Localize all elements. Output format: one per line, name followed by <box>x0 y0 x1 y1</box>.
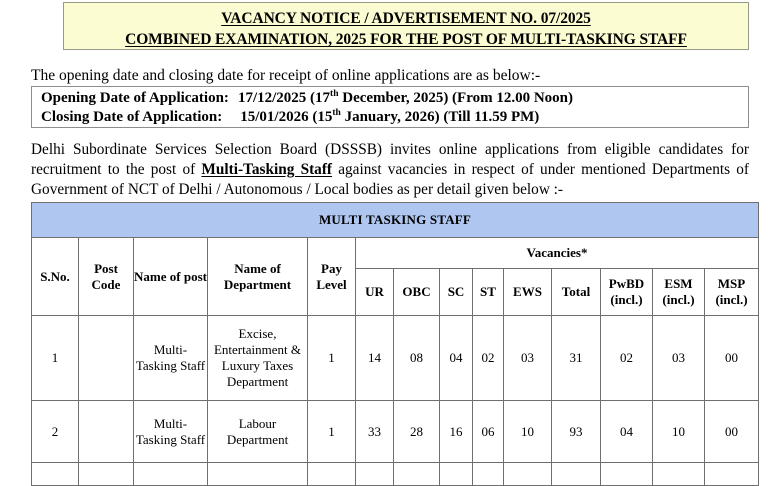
col-header-pay-level: Pay Level <box>308 238 356 316</box>
cell-st <box>473 463 504 486</box>
advertisement-number-line: VACANCY NOTICE / ADVERTISEMENT NO. 07/2025 <box>221 10 591 27</box>
cell-name-of-department: Excise, Entertainment & Luxury Taxes Department <box>208 316 308 401</box>
paragraph-part-two: against vacancies in respect of under mentioned Departments of Government of NCT of Delhi / Autonomous / Local bodies as per detail given below :- <box>31 161 750 198</box>
closing-date-ordinal-suffix: th <box>332 108 341 118</box>
cell-total: 93 <box>552 401 601 463</box>
cell-obc <box>394 463 440 486</box>
cell-esm <box>653 463 705 486</box>
cell-msp: 00 <box>705 401 759 463</box>
opening-date-ordinal-suffix: th <box>330 89 339 99</box>
cell-name-of-post: Multi-Tasking Staff <box>134 316 208 401</box>
cell-pay-level: 1 <box>308 401 356 463</box>
col-header-total: Total <box>552 269 601 316</box>
opening-closing-intro-text: The opening date and closing date for receipt of online applications are as below:- <box>31 67 541 84</box>
cell-sno: 2 <box>32 401 79 463</box>
cell-msp <box>705 463 759 486</box>
cell-obc: 28 <box>394 401 440 463</box>
cell-pwbd: 04 <box>601 401 653 463</box>
col-header-obc: OBC <box>394 269 440 316</box>
cell-post-code <box>79 316 134 401</box>
cell-msp: 00 <box>705 316 759 401</box>
col-header-st: ST <box>473 269 504 316</box>
cell-name-of-post: Multi-Tasking Staff <box>134 401 208 463</box>
cell-esm: 03 <box>653 316 705 401</box>
cell-pay-level <box>308 463 356 486</box>
cell-name-of-post <box>134 463 208 486</box>
cell-name-of-department: Labour Department <box>208 401 308 463</box>
cell-post-code <box>79 401 134 463</box>
col-header-vacancies-group: Vacancies* <box>356 238 759 269</box>
cell-ews: 10 <box>504 401 552 463</box>
cell-ur: 33 <box>356 401 394 463</box>
vacancy-table <box>31 202 759 486</box>
advertisement-title-banner <box>63 2 749 50</box>
recruitment-description-paragraph <box>31 140 749 200</box>
cell-name-of-department <box>208 463 308 486</box>
cell-sno: 1 <box>32 316 79 401</box>
col-header-sno: S.No. <box>32 238 79 316</box>
table-row <box>32 401 759 463</box>
paragraph-part-one: Delhi Subordinate Services Selection Board (DSSSB) invites online applications from eligible candidates for recruitment to the post of <box>31 141 749 178</box>
cell-st: 02 <box>473 316 504 401</box>
cell-sc: 16 <box>440 401 473 463</box>
opening-date-tail: December, 2025) (From 12.00 Noon) <box>338 90 574 106</box>
col-header-name-of-department: Name of Department <box>208 238 308 316</box>
cell-ews: 03 <box>504 316 552 401</box>
cell-esm: 10 <box>653 401 705 463</box>
examination-title-line: COMBINED EXAMINATION, 2025 FOR THE POST OF MULTI-TASKING STAFF <box>125 31 687 48</box>
cell-ews <box>504 463 552 486</box>
closing-date-row <box>41 108 748 127</box>
opening-date-row <box>41 89 748 108</box>
opening-date-value: 17/12/2025 (17 <box>237 90 331 106</box>
cell-ur: 14 <box>356 316 394 401</box>
cell-sc <box>440 463 473 486</box>
col-header-post-code: Post Code <box>79 238 134 316</box>
application-dates-box <box>31 86 749 128</box>
closing-date-label: Closing Date of Application: <box>41 109 223 125</box>
closing-date-value: 15/01/2026 (15 <box>240 109 333 125</box>
table-band-row <box>32 203 759 238</box>
cell-st: 06 <box>473 401 504 463</box>
col-header-msp: MSP (incl.) <box>705 269 759 316</box>
col-header-sc: SC <box>440 269 473 316</box>
col-header-ews: EWS <box>504 269 552 316</box>
opening-date-label: Opening Date of Application: <box>41 90 229 106</box>
cell-sno <box>32 463 79 486</box>
col-header-ur: UR <box>356 269 394 316</box>
table-band-title: MULTI TASKING STAFF <box>32 203 759 238</box>
post-name-emphasis: Multi-Tasking Staff <box>201 161 333 178</box>
col-header-esm: ESM (incl.) <box>653 269 705 316</box>
cell-obc: 08 <box>394 316 440 401</box>
cell-sc: 04 <box>440 316 473 401</box>
cell-total: 31 <box>552 316 601 401</box>
cell-ur <box>356 463 394 486</box>
table-header-row-top <box>32 238 759 269</box>
cell-post-code <box>79 463 134 486</box>
cell-pwbd: 02 <box>601 316 653 401</box>
closing-date-tail: January, 2026) (Till 11.59 PM) <box>340 109 540 125</box>
table-row <box>32 463 759 486</box>
col-header-pwbd: PwBD (incl.) <box>601 269 653 316</box>
cell-pwbd <box>601 463 653 486</box>
cell-total <box>552 463 601 486</box>
col-header-name-of-post: Name of post <box>134 238 208 316</box>
cell-pay-level: 1 <box>308 316 356 401</box>
table-row <box>32 316 759 401</box>
